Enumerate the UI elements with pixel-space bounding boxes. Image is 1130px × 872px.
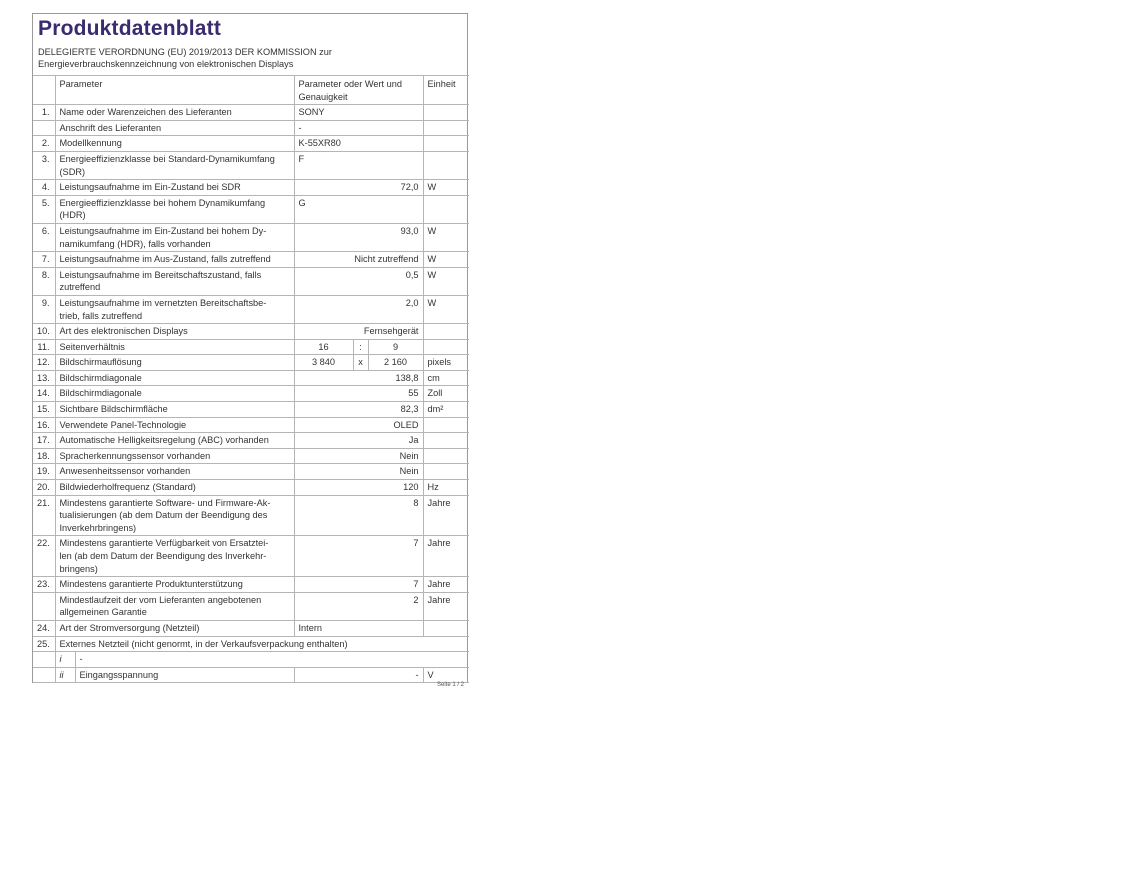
- resolution-separator: x: [353, 355, 368, 371]
- row-unit: W: [423, 252, 469, 268]
- row-label: [55, 536, 294, 577]
- label-line: Mindestlaufzeit der vom Lieferanten angebotenen: [59, 594, 262, 605]
- table-row: [33, 120, 469, 136]
- row-value: G: [294, 195, 423, 223]
- table-row: [33, 105, 469, 121]
- row-number: [33, 120, 55, 136]
- label-line: namikumfang (HDR), falls vorhanden: [59, 238, 211, 249]
- row-unit: [423, 464, 469, 480]
- row-unit: [423, 417, 469, 433]
- row-label: Art des elektronischen Displays: [55, 324, 294, 340]
- page-number: Seite 1 / 2: [437, 682, 465, 688]
- row-value: -: [294, 120, 423, 136]
- product-data-sheet: [32, 13, 468, 683]
- row-label: Name oder Warenzeichen des Lieferanten: [55, 105, 294, 121]
- row-label: Anwesenheitssensor vorhanden: [55, 464, 294, 480]
- row-value: 120: [294, 480, 423, 496]
- resolution-height-value: 2 160: [368, 355, 423, 371]
- row-value: 8: [294, 495, 423, 536]
- row-number: 20.: [33, 480, 55, 496]
- subtitle-line-2: Energieverbrauchskennzeichnung von elektronischen Displays: [38, 59, 294, 69]
- table-subrow: [33, 667, 469, 683]
- row-number: 23.: [33, 577, 55, 593]
- row-value: Nein: [294, 464, 423, 480]
- row-number: 17.: [33, 433, 55, 449]
- table-row: [33, 448, 469, 464]
- row-number: 19.: [33, 464, 55, 480]
- table-row: [33, 433, 469, 449]
- label-line: Energieeffizienzklasse bei Standard-Dynamikumfang: [59, 153, 275, 164]
- row-label: Modellkennung: [55, 136, 294, 152]
- table-row: [33, 592, 469, 620]
- header-num-cell: [33, 76, 55, 105]
- row-label: [55, 295, 294, 323]
- row-label: Verwendete Panel-Technologie: [55, 417, 294, 433]
- table-row: [33, 370, 469, 386]
- row-label: Leistungsaufnahme im Aus-Zustand, falls zutreffend: [55, 252, 294, 268]
- table-row: [33, 495, 469, 536]
- regulation-subtitle: [33, 43, 467, 75]
- row-number: 5.: [33, 195, 55, 223]
- row-number: 15.: [33, 402, 55, 418]
- row-unit: dm²: [423, 402, 469, 418]
- row-number: 2.: [33, 136, 55, 152]
- ratio-height-value: 9: [368, 339, 423, 355]
- row-unit: Jahre: [423, 495, 469, 536]
- row-value: 7: [294, 536, 423, 577]
- row-label: Art der Stromversorgung (Netzteil): [55, 620, 294, 636]
- row-unit: W: [423, 223, 469, 251]
- row-number: 3.: [33, 151, 55, 179]
- row-number: 6.: [33, 223, 55, 251]
- header-parameter: Parameter: [55, 76, 294, 105]
- label-line: (SDR): [59, 166, 86, 177]
- label-line: Leistungsaufnahme im Ein-Zustand bei hohem Dy-: [59, 225, 267, 236]
- label-line: trieb, falls zutreffend: [59, 310, 143, 321]
- ratio-width-value: 16: [294, 339, 353, 355]
- row-unit: Hz: [423, 480, 469, 496]
- table-row: [33, 464, 469, 480]
- table-row: [33, 620, 469, 636]
- table-row: [33, 480, 469, 496]
- row-number: 13.: [33, 370, 55, 386]
- row-unit: Jahre: [423, 536, 469, 577]
- row-unit: W: [423, 295, 469, 323]
- row-unit: cm: [423, 370, 469, 386]
- row-unit: [423, 105, 469, 121]
- row-number: 22.: [33, 536, 55, 577]
- row-label: [55, 495, 294, 536]
- table-row: [33, 636, 469, 652]
- row-label: Anschrift des Lieferanten: [55, 120, 294, 136]
- label-line: len (ab dem Datum der Beendigung des Inverkehr-: [59, 551, 267, 561]
- row-value: 82,3: [294, 402, 423, 418]
- row-label: Automatische Helligkeitsregelung (ABC) vorhanden: [55, 433, 294, 449]
- row-value: 55: [294, 386, 423, 402]
- row-value: 7: [294, 577, 423, 593]
- row-unit: [423, 324, 469, 340]
- row-label: [55, 592, 294, 620]
- table-row: [33, 195, 469, 223]
- row-value: F: [294, 151, 423, 179]
- label-line: Energieeffizienzklasse bei hohem Dynamikumfang: [59, 197, 266, 208]
- table-row: [33, 295, 469, 323]
- row-value: 93,0: [294, 223, 423, 251]
- row-number: 14.: [33, 386, 55, 402]
- row-label: Mindestens garantierte Produktunterstützung: [55, 577, 294, 593]
- row-number: 18.: [33, 448, 55, 464]
- label-line: Leistungsaufnahme im vernetzten Bereitschaftsbe-: [59, 297, 267, 308]
- row-value: 0,5: [294, 267, 423, 295]
- subrow-value: -: [294, 667, 423, 683]
- ratio-separator: :: [353, 339, 368, 355]
- label-line: allgemeinen Garantie: [59, 607, 147, 618]
- row-value: K-55XR80: [294, 136, 423, 152]
- row-unit: Jahre: [423, 577, 469, 593]
- row-label: Sichtbare Bildschirmfläche: [55, 402, 294, 418]
- table-row: [33, 417, 469, 433]
- row-label: Leistungsaufnahme im Ein-Zustand bei SDR: [55, 180, 294, 196]
- row-number: 8.: [33, 267, 55, 295]
- row-value: OLED: [294, 417, 423, 433]
- subrow-index: i: [55, 652, 75, 668]
- row-number: [33, 652, 55, 668]
- table-row: [33, 386, 469, 402]
- label-line: tualisierungen (ab dem Datum der Beendigung des: [59, 510, 268, 521]
- label-line: zutreffend: [59, 282, 101, 293]
- row-label: [55, 195, 294, 223]
- row-unit: W: [423, 180, 469, 196]
- row-number: 10.: [33, 324, 55, 340]
- row-value: Nicht zutreffend: [294, 252, 423, 268]
- row-label: [55, 267, 294, 295]
- table-subrow: [33, 652, 469, 668]
- table-row: [33, 402, 469, 418]
- header-value-line-2: Genauigkeit: [298, 91, 348, 102]
- row-unit: [423, 136, 469, 152]
- row-number: 25.: [33, 636, 55, 652]
- row-value: Ja: [294, 433, 423, 449]
- label-line: (HDR): [59, 210, 86, 221]
- header-value-line-1: Parameter oder Wert und: [298, 79, 402, 89]
- row-unit: [423, 195, 469, 223]
- row-number: [33, 592, 55, 620]
- row-value: 138,8: [294, 370, 423, 386]
- row-number: 11.: [33, 339, 55, 355]
- row-number: 1.: [33, 105, 55, 121]
- table-row: [33, 577, 469, 593]
- subrow-label: -: [75, 652, 469, 668]
- subtitle-line-1: DELEGIERTE VERORDNUNG (EU) 2019/2013 DER KOMMISSION zur: [38, 47, 332, 57]
- row-number: 7.: [33, 252, 55, 268]
- row-number: 24.: [33, 620, 55, 636]
- table-header-row: [33, 76, 469, 105]
- page-title: Produktdatenblatt: [38, 17, 222, 40]
- table-row: [33, 355, 469, 371]
- table-row: [33, 180, 469, 196]
- row-number: 21.: [33, 495, 55, 536]
- row-label: Spracherkennungssensor vorhanden: [55, 448, 294, 464]
- row-unit: W: [423, 267, 469, 295]
- label-line: Leistungsaufnahme im Bereitschaftszustand, falls: [59, 269, 262, 280]
- row-number: 16.: [33, 417, 55, 433]
- data-table: [33, 75, 469, 683]
- table-row: [33, 223, 469, 251]
- row-value: SONY: [294, 105, 423, 121]
- table-row: [33, 267, 469, 295]
- row-unit: [423, 120, 469, 136]
- row-unit: [423, 620, 469, 636]
- header-unit: Einheit: [423, 76, 469, 105]
- row-label: Bildwiederholfrequenz (Standard): [55, 480, 294, 496]
- row-number: 9.: [33, 295, 55, 323]
- row-unit: [423, 339, 469, 355]
- subrow-index: ii: [55, 667, 75, 683]
- row-value: Fernsehgerät: [294, 324, 423, 340]
- row-unit: [423, 433, 469, 449]
- row-unit: Zoll: [423, 386, 469, 402]
- row-unit: [423, 448, 469, 464]
- row-value: 72,0: [294, 180, 423, 196]
- resolution-width-value: 3 840: [294, 355, 353, 371]
- table-row: [33, 324, 469, 340]
- row-label: Externes Netzteil (nicht genormt, in der Verkaufsverpackung enthalten): [55, 636, 469, 652]
- row-unit: Jahre: [423, 592, 469, 620]
- table-row: [33, 151, 469, 179]
- header-value: [294, 76, 423, 105]
- table-row: [33, 536, 469, 577]
- row-label: Seitenverhältnis: [55, 339, 294, 355]
- row-number: [33, 667, 55, 683]
- label-line: Mindestens garantierte Software- und Firmware-Ak-: [59, 497, 271, 508]
- row-unit: [423, 151, 469, 179]
- subrow-label: Eingangsspannung: [75, 667, 294, 683]
- table-row: [33, 252, 469, 268]
- table-row: [33, 339, 469, 355]
- row-value: Intern: [294, 620, 423, 636]
- label-line: bringens): [59, 563, 98, 574]
- table-row: [33, 136, 469, 152]
- row-number: 12.: [33, 355, 55, 371]
- row-label: Bildschirmdiagonale: [55, 386, 294, 402]
- row-value: 2: [294, 592, 423, 620]
- row-number: 4.: [33, 180, 55, 196]
- label-line: Inverkehrbringens): [59, 522, 137, 533]
- row-label: Bildschirmdiagonale: [55, 370, 294, 386]
- row-value: Nein: [294, 448, 423, 464]
- row-unit: pixels: [423, 355, 469, 371]
- row-label: [55, 151, 294, 179]
- row-value: 2,0: [294, 295, 423, 323]
- subrow-unit: V: [423, 667, 469, 683]
- row-label: Bildschirmauflösung: [55, 355, 294, 371]
- row-label: [55, 223, 294, 251]
- label-line: Mindestens garantierte Verfügbarkeit von Ersatztei-: [59, 538, 269, 549]
